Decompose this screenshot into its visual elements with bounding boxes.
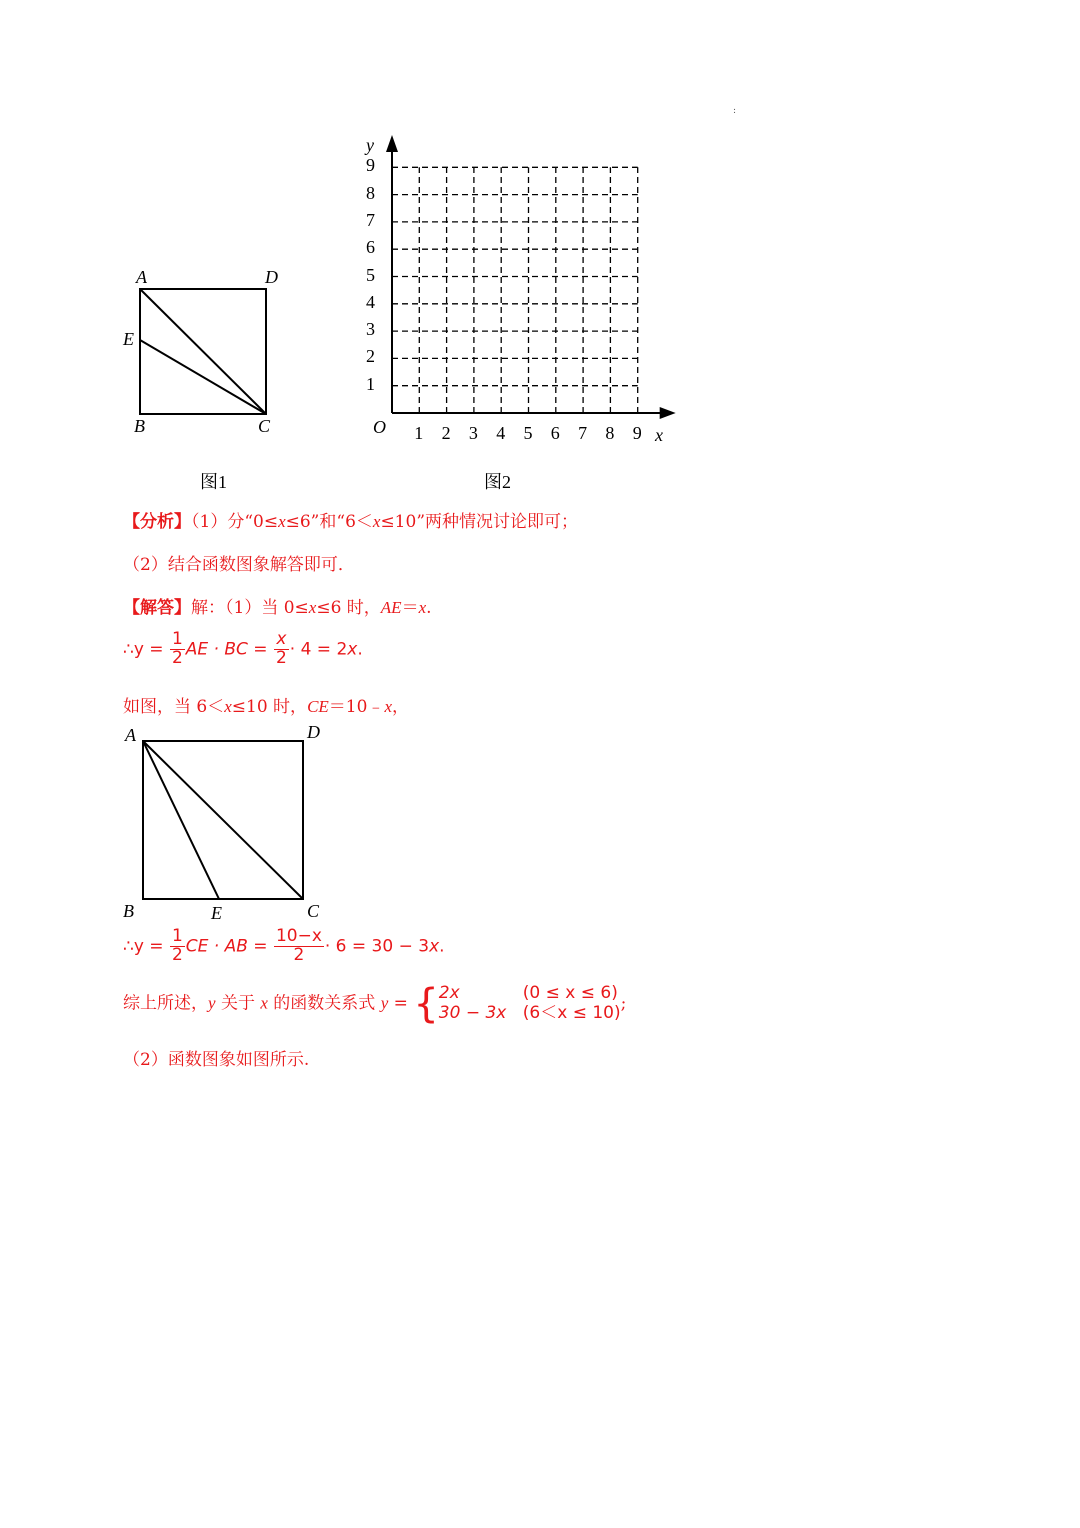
figure3-line-ac: [143, 741, 303, 899]
figure3-label-e: E: [211, 903, 222, 923]
y-tick-label: 4: [366, 291, 375, 312]
analysis-line-2: （2）结合函数图象解答即可．: [123, 555, 355, 575]
figure2-grid: [360, 130, 680, 430]
eq1-fraction-1: $\frac{1}{2}$: [171, 629, 183, 668]
corner-mark: :: [733, 106, 737, 116]
x-tick-label: 6: [550, 423, 560, 443]
equation-2: ∴y = $\frac{1}{2}$ CE · AB = $\frac{10-x}{2}$ · 6 = 30 − 3x.: [123, 926, 445, 965]
y-tick-label: 7: [366, 209, 375, 230]
y-tick-label: 8: [366, 182, 375, 203]
solution-line-3: 如图，当 6＜x≤10 时，CE＝10﹣x，: [123, 697, 409, 717]
figure3-label-a: A: [125, 725, 136, 745]
summary-line: 综上所述，y 关于 x 的函数关系式 y = { 2x (0 ≤ x ≤ 6) 30 − 3x (6＜x ≤ 10) ;: [123, 981, 627, 1027]
figure2-x-axis-label: x: [655, 425, 663, 445]
figure2-caption: 图2: [484, 472, 511, 492]
case-1: 2x (0 ≤ x ≤ 6): [438, 983, 618, 1004]
cases-brace: {: [413, 981, 439, 1027]
piecewise-cases: [439, 984, 621, 1023]
solution-final-line: （2）函数图象如图所示.: [123, 1050, 310, 1070]
figure1-caption: 图1: [200, 472, 227, 492]
y-tick-label: 3: [366, 319, 375, 340]
y-tick-label: 5: [366, 264, 375, 285]
x-axis-arrow: [660, 407, 676, 419]
figure3-label-d: D: [307, 722, 320, 742]
x-tick-label: 3: [468, 423, 478, 443]
solution-line-1: 【解答】解：（1）当 0≤x≤6 时，AE＝x.: [123, 598, 432, 618]
eq2-fraction-2: $\frac{10-x}{2}$: [275, 926, 322, 965]
figure2-origin-label: O: [373, 417, 386, 437]
figure1-label-b: B: [134, 416, 145, 436]
eq2-fraction-1: $\frac{1}{2}$: [171, 926, 183, 965]
y-axis-arrow: [386, 135, 398, 152]
x-tick-label: 8: [605, 423, 615, 443]
y-tick-label: 2: [366, 346, 375, 367]
eq1-fraction-2: $\frac{x}{2}$: [275, 629, 287, 668]
figure1-label-a: A: [136, 267, 147, 287]
x-tick-label: 1: [414, 423, 424, 443]
y-tick-label: 6: [366, 237, 375, 258]
case-2: 30 − 3x (6＜x ≤ 10): [438, 1003, 621, 1023]
figure1-label-d: D: [265, 267, 278, 287]
x-tick-label: 9: [632, 423, 642, 443]
figure3-label-c: C: [307, 901, 320, 921]
y-tick-label: 9: [366, 155, 375, 176]
analysis-tag: 【分析】: [123, 512, 191, 532]
analysis-line-1: 【分析】（1）分“0≤x≤6”和“6＜x≤10”两种情况讨论即可；: [123, 512, 579, 532]
figure1-label-e: E: [123, 329, 134, 349]
y-tick-label: 1: [366, 373, 375, 394]
solution-tag: 【解答】: [123, 598, 191, 618]
x-tick-label: 7: [578, 423, 588, 443]
x-tick-label: 2: [441, 423, 451, 443]
x-tick-label: 4: [496, 423, 506, 443]
figure3-line-ae: [143, 741, 219, 899]
equation-1: ∴y = $\frac{1}{2}$ AE · BC = $\frac{x}{2}$ · 4 = 2x.: [123, 629, 363, 668]
figure2-y-axis-label: y: [366, 135, 374, 155]
x-tick-label: 5: [523, 423, 533, 443]
figure1-label-c: C: [258, 416, 271, 436]
figure3-label-b: B: [123, 901, 134, 921]
figure3-diagram: [120, 725, 340, 915]
